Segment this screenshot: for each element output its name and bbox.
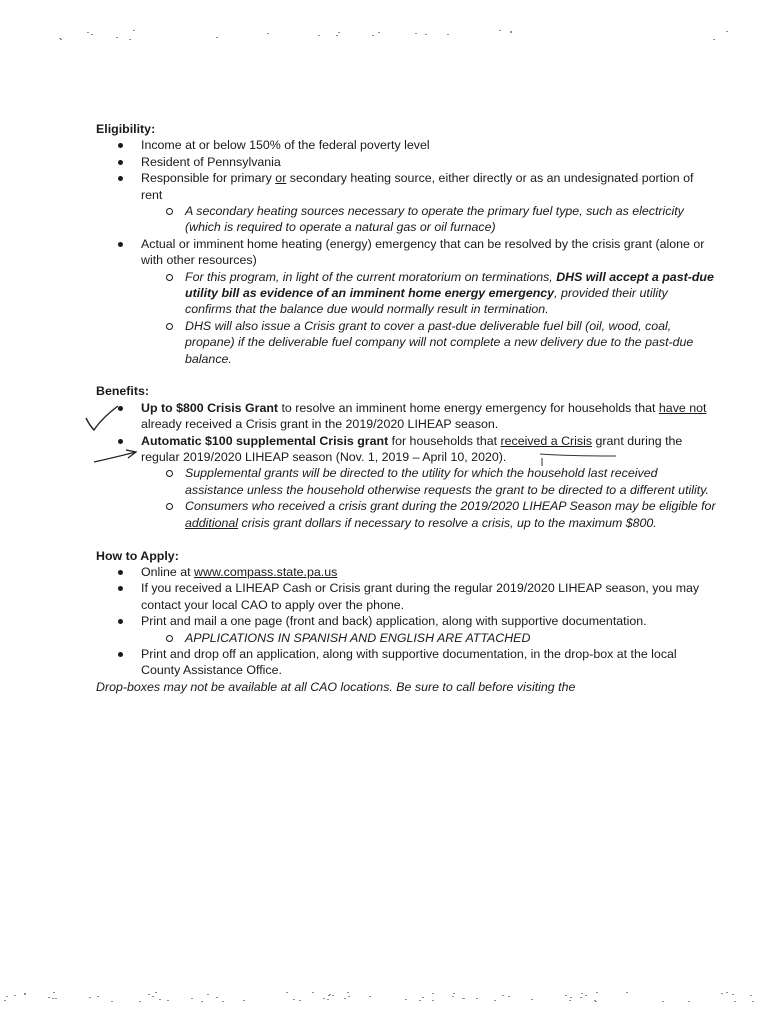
scan-speck: [344, 998, 346, 999]
scan-speck: [222, 1001, 224, 1002]
section-gap: [96, 367, 716, 383]
scan-speck: [510, 32, 512, 33]
sub-list-item-text: A secondary heating sources necessary to operate the primary fuel type, such as electricity (which is required to operate a natural gas or oil furnace): [185, 204, 684, 235]
scan-speck: [111, 1001, 113, 1002]
sub-list-item-text: Supplemental grants will be directed to the utility for which the household last received assistance unless the household otherwise requests the grant to be directed to a different utility.: [185, 466, 709, 497]
scan-speck: [243, 1000, 245, 1001]
scan-speck: [323, 998, 325, 999]
bullet-icon: [118, 586, 123, 591]
scan-speck: [405, 999, 407, 1000]
list-item: [96, 564, 716, 580]
benefits-section: [96, 383, 716, 531]
scan-speck: [48, 997, 50, 998]
scan-speck: [726, 992, 728, 993]
scan-speck: [750, 995, 752, 996]
sub-list-item-text: DHS will also issue a Crisis grant to cover a past-due deliverable fuel bill (oil, wood, coal, propane) if the deliverable fuel company will not complete a new delivery due to the past-due balance.: [185, 318, 694, 366]
apply-section: [96, 548, 716, 696]
handwritten-arrow-mark: [92, 448, 140, 466]
scan-speck: [91, 34, 93, 35]
apply-heading: How to Apply:: [96, 548, 179, 563]
scan-speck: [336, 35, 338, 36]
bullet-icon: [118, 242, 123, 247]
scan-speck: [453, 993, 455, 994]
scan-speck: [452, 996, 454, 997]
sub-list-item: [96, 318, 716, 367]
list-item: [96, 400, 716, 433]
scan-speck: [378, 32, 380, 33]
sub-list-item-text: , provided their utility confirms that the balance due would normally result in termination.: [185, 286, 668, 317]
scan-speck: [159, 999, 161, 1000]
scan-speck: [148, 994, 150, 995]
scan-speck: [89, 997, 91, 998]
circle-bullet-icon: [166, 470, 173, 477]
scan-speck: [734, 1001, 736, 1002]
list-item-text: already received a Crisis grant in the 2019/2020 LIHEAP season.: [141, 417, 499, 432]
scan-speck: [348, 996, 350, 997]
list-item-text: Print and mail a one page (front and back) application, along with supportive documentation.: [141, 614, 647, 629]
drop-box-note: Drop-boxes may not be available at all CAO locations. Be sure to call before visiting the: [96, 679, 576, 694]
scan-speck: [152, 996, 154, 997]
scan-speck: [97, 996, 99, 997]
scan-speck: [267, 33, 269, 34]
list-item-text: secondary heating source, either directly or as an undesignated portion of rent: [141, 171, 694, 202]
document-body: [96, 121, 716, 695]
list-item-text: to resolve an imminent home energy emergency for households that: [278, 400, 659, 415]
scan-speck: [24, 994, 26, 995]
scan-speck: [328, 995, 330, 996]
emphasis-text: DHS will accept a past-due utility bill as evidence of an imminent home energy emergency: [185, 269, 714, 301]
scan-speck: [508, 996, 510, 997]
list-item-text: Income at or below 150% of the federal poverty level: [141, 138, 430, 153]
scan-speck: [531, 999, 533, 1000]
scan-speck: [721, 993, 723, 994]
section-gap: [96, 531, 716, 547]
circle-bullet-icon: [166, 635, 173, 642]
scan-speck: [299, 1000, 301, 1001]
scan-speck: [595, 1001, 597, 1002]
scan-speck: [293, 999, 295, 1000]
sub-list: [141, 465, 716, 531]
handwritten-check-mark: [84, 404, 124, 434]
scan-speck: [201, 1001, 203, 1002]
list-item: [96, 137, 716, 153]
scan-speck: [53, 992, 55, 993]
bullet-icon: [118, 439, 123, 444]
scan-speck: [347, 992, 349, 993]
scan-speck: [422, 997, 424, 998]
scan-speck: [626, 992, 628, 993]
sub-list-item-text: crisis grant dollars if necessary to resolve a crisis, up to the maximum $800.: [238, 515, 657, 530]
scan-speck: [447, 34, 449, 35]
circle-bullet-icon: [166, 323, 173, 330]
underlined-text: additional: [185, 515, 239, 530]
scan-speck: [476, 998, 478, 999]
list-item-text: Resident of Pennsylvania: [141, 154, 281, 169]
underlined-text: received a Crisis: [500, 433, 593, 448]
sub-list-item: [96, 465, 716, 498]
underlined-text: or: [275, 171, 287, 186]
compass-link[interactable]: www.compass.state.pa.us: [194, 564, 338, 579]
emphasis-text: Automatic $100 supplemental Crisis grant: [141, 433, 389, 448]
circle-bullet-icon: [166, 503, 173, 510]
benefits-list: [96, 400, 716, 531]
list-item-text: If you received a LIHEAP Cash or Crisis grant during the regular 2019/2020 LIHEAP season, you may contact your local CAO to apply over the phone.: [141, 581, 700, 612]
bullet-icon: [118, 160, 123, 165]
scan-speck: [286, 992, 288, 993]
scan-speck: [565, 995, 567, 996]
scan-speck: [207, 994, 209, 995]
scan-speck: [129, 39, 131, 40]
circle-bullet-icon: [166, 274, 173, 281]
scan-speck: [327, 999, 329, 1000]
scan-speck: [499, 30, 501, 31]
sub-list-item-text: For this program, in light of the current moratorium on terminations,: [185, 269, 557, 284]
list-item-text: Print and drop off an application, along with supportive documentation, in the drop-box at the local County Assistance Office.: [141, 646, 677, 678]
apply-list: [96, 564, 716, 679]
sub-list-item: [96, 498, 716, 531]
eligibility-heading: Eligibility:: [96, 122, 156, 136]
scan-speck: [167, 1000, 169, 1001]
list-item: [96, 646, 716, 679]
scan-noise-bottom: [0, 992, 770, 1004]
scan-speck: [338, 32, 340, 33]
scan-speck: [713, 39, 715, 40]
scan-speck: [726, 31, 728, 32]
sub-list: [141, 203, 716, 236]
sub-list-item-text: APPLICATIONS IN SPANISH AND ENGLISH ARE ATTACHED: [185, 630, 531, 645]
scan-speck: [6, 996, 8, 997]
scan-speck: [332, 995, 334, 996]
scan-speck: [585, 995, 587, 996]
scan-speck: [318, 35, 320, 36]
scan-speck: [155, 992, 157, 993]
scan-speck: [4, 1000, 6, 1001]
circle-bullet-icon: [166, 208, 173, 215]
scan-speck: [116, 37, 118, 38]
list-item: [96, 170, 716, 236]
emphasis-text: Up to $800 Crisis Grant: [141, 400, 279, 415]
list-item-text: Online at: [141, 564, 195, 579]
scan-speck: [581, 993, 583, 994]
scan-speck: [752, 1001, 754, 1002]
scan-speck: [216, 37, 218, 38]
scan-speck: [139, 1001, 141, 1002]
scan-speck: [494, 1000, 496, 1001]
scan-speck: [55, 998, 57, 999]
scan-speck: [569, 1000, 571, 1001]
scan-speck: [415, 33, 417, 34]
sub-list-item: [96, 630, 716, 646]
list-item-text: for households that: [388, 433, 501, 448]
scan-speck: [732, 994, 734, 995]
scan-speck: [596, 992, 598, 993]
scan-noise-top: [0, 30, 770, 42]
scan-speck: [570, 997, 572, 998]
sub-list-item: [96, 269, 716, 318]
bullet-icon: [118, 619, 123, 624]
scan-speck: [662, 1001, 664, 1002]
list-item: [96, 236, 716, 367]
bullet-icon: [118, 570, 123, 575]
bullet-icon: [118, 652, 123, 657]
scan-speck: [462, 998, 464, 999]
scan-speck: [419, 1000, 421, 1001]
sub-list-item-text: Consumers who received a crisis grant during the 2019/2020 LIHEAP Season may be eligible for: [185, 499, 716, 514]
list-item-text: Responsible for primary: [141, 171, 276, 186]
scan-speck: [312, 992, 314, 993]
sub-list: [141, 630, 716, 646]
eligibility-section: [96, 121, 716, 367]
scan-speck: [502, 995, 504, 996]
benefits-heading: Benefits:: [96, 384, 150, 399]
scan-speck: [52, 998, 54, 999]
eligibility-list: [96, 137, 716, 367]
underlined-text: have not: [658, 400, 707, 415]
list-item: [96, 613, 716, 646]
sub-list-item: [96, 203, 716, 236]
list-item: [96, 433, 716, 531]
scan-speck: [425, 34, 427, 35]
scan-speck: [14, 995, 16, 996]
scan-speck: [432, 993, 434, 994]
scan-speck: [432, 1000, 434, 1001]
scan-speck: [216, 997, 218, 998]
list-item-text: Actual or imminent home heating (energy) emergency that can be resolved by the crisis grant (alone or with other resources): [141, 236, 705, 268]
scan-speck: [688, 1001, 690, 1002]
scan-speck: [133, 30, 135, 31]
scan-speck: [372, 35, 374, 36]
scan-speck: [369, 996, 371, 997]
scan-speck: [191, 998, 193, 999]
handwritten-underline-mark: [538, 452, 618, 472]
list-item: [96, 154, 716, 170]
scan-speck: [580, 997, 582, 998]
scan-speck: [60, 39, 62, 40]
scan-speck: [87, 32, 89, 33]
sub-list: [141, 269, 716, 367]
list-item-text: grant during the regular 2019/2020 LIHEAP season (Nov. 1, 2019 – April 10, 2020).: [141, 433, 683, 465]
bullet-icon: [118, 143, 123, 148]
bullet-icon: [118, 176, 123, 181]
list-item: [96, 580, 716, 613]
